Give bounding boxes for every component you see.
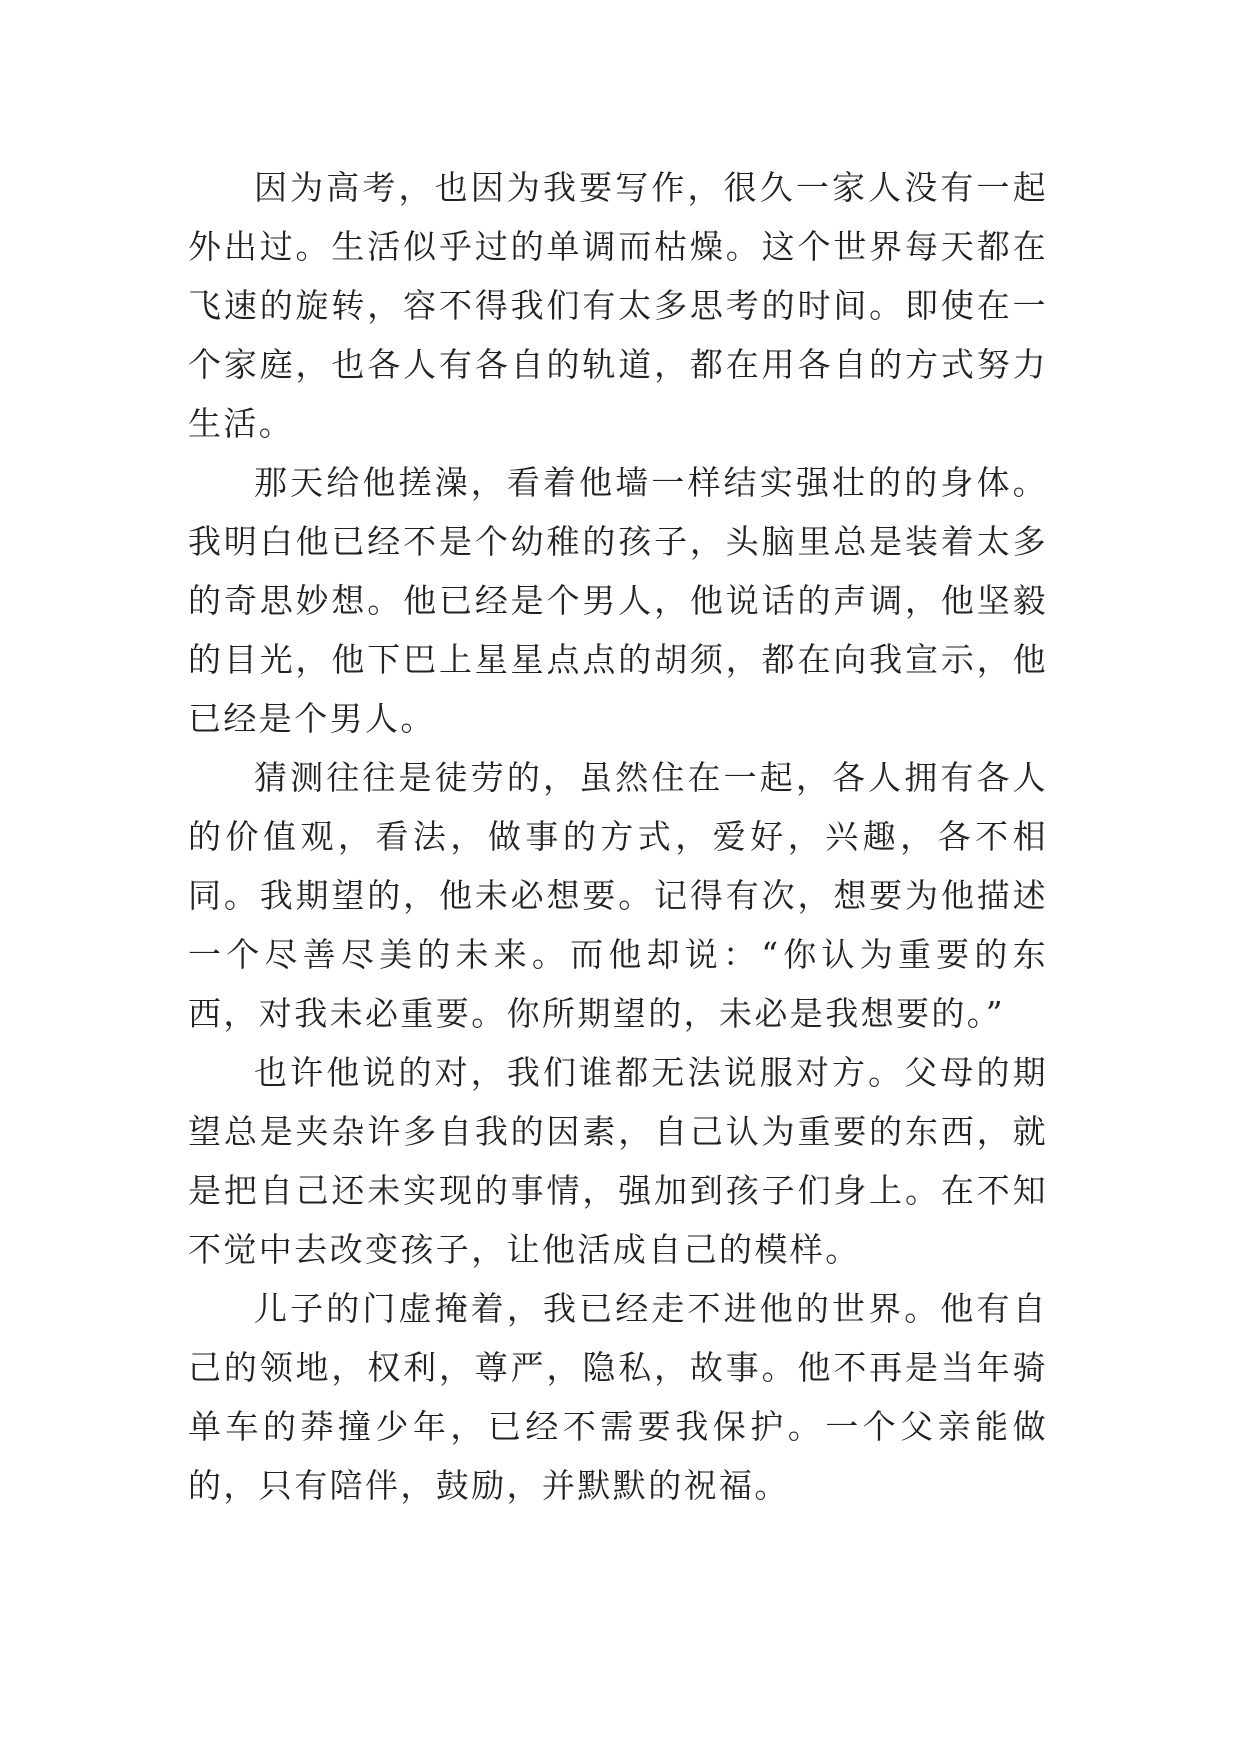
paragraph-5: 儿子的门虚掩着，我已经走不进他的世界。他有自己的领地，权利，尊严，隐私，故事。他不再是当年骑单车的莽撞少年，已经不需要我保护。一个父亲能做的，只有陪伴，鼓励，并默默的祝福。 [188,1289,1048,1505]
document-body [188,158,1048,1515]
paragraph-3: 猜测往往是徒劳的，虽然住在一起，各人拥有各人的价值观，看法，做事的方式，爱好，兴趣，各不相同。我期望的，他未必想要。记得有次，想要为他描述一个尽善尽美的未来。而他却说：“你认为重要的东西，对我未必重要。你所期望的，未必是我想要的。” [188,758,1048,1033]
paragraph-4: 也许他说的对，我们谁都无法说服对方。父母的期望总是夹杂许多自我的因素，自己认为重要的东西，就是把自己还未实现的事情，强加到孩子们身上。在不知不觉中去改变孩子，让他活成自己的模样。 [188,1053,1048,1269]
paragraph-1: 因为高考，也因为我要写作，很久一家人没有一起外出过。生活似乎过的单调而枯燥。这个世界每天都在飞速的旋转，容不得我们有太多思考的时间。即使在一个家庭，也各人有各自的轨道，都在用各自的方式努力生活。 [188,168,1048,443]
paragraph-2: 那天给他搓澡，看着他墙一样结实强壮的的身体。我明白他已经不是个幼稚的孩子，头脑里总是装着太多的奇思妙想。他已经是个男人，他说话的声调，他坚毅的目光，他下巴上星星点点的胡须，都在向我宣示，他已经是个男人。 [188,463,1048,738]
